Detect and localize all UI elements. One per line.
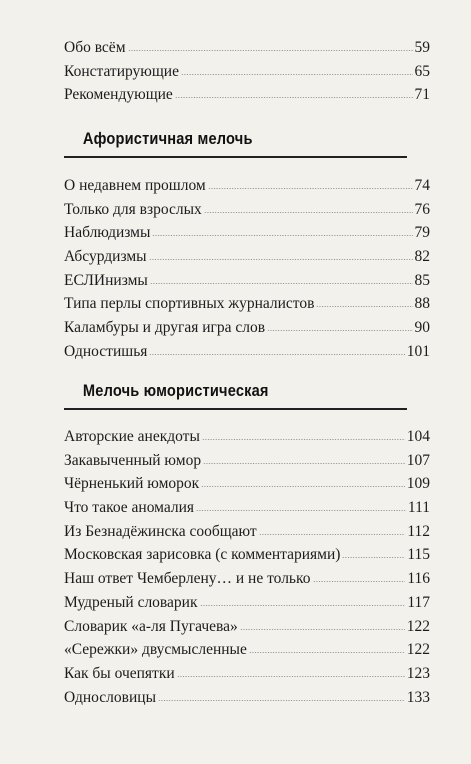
toc-entry[interactable] — [64, 83, 430, 107]
toc-entry-page: 82 — [414, 248, 430, 266]
toc-entry-title: Констатирующие — [64, 62, 179, 80]
toc-entry[interactable] — [64, 292, 430, 316]
dot-leader — [201, 486, 405, 487]
toc-entry-page: 111 — [407, 499, 430, 517]
dot-leader — [175, 97, 413, 98]
toc-entry-title: Из Безнадёжинска сообщают — [64, 522, 257, 540]
toc-entry[interactable] — [64, 316, 430, 340]
toc-entry-title: Каламбуры и другая игра слов — [64, 319, 266, 337]
toc-entry-title: Рекомендующие — [64, 86, 173, 104]
dot-leader — [177, 676, 405, 677]
toc-entry[interactable] — [64, 686, 430, 710]
toc-entry-title: Мудреный словарик — [64, 593, 198, 611]
toc-entry-title: Московская зарисовка (с комментариями) — [64, 546, 341, 564]
toc-entry-title: Только для взрослых — [64, 200, 202, 218]
dot-leader — [313, 581, 406, 582]
toc-entry-title: Одностишья — [64, 342, 148, 360]
toc-entry[interactable] — [64, 496, 430, 520]
toc-entry-title: Абсурдизмы — [64, 248, 147, 266]
toc-entry-page: 122 — [406, 641, 430, 659]
dot-leader — [149, 354, 404, 355]
toc-entry-page: 59 — [414, 39, 430, 56]
dot-leader — [249, 652, 405, 653]
toc-entry-title: «Сережки» двусмысленные — [64, 641, 247, 659]
dot-leader — [267, 330, 412, 331]
toc-entry-title: Что такое аномалия — [64, 499, 195, 517]
dot-leader — [200, 605, 406, 606]
toc-entry-title: Наш ответ Чемберлену… и не только — [64, 570, 311, 588]
toc-entry[interactable] — [64, 472, 430, 496]
toc-entry[interactable] — [64, 221, 430, 245]
toc-entry[interactable] — [64, 36, 430, 60]
dot-leader — [204, 212, 413, 213]
toc-entry-page: 123 — [406, 664, 430, 682]
toc-entry-page: 116 — [407, 570, 430, 588]
toc-entry[interactable] — [64, 543, 430, 567]
dot-leader — [342, 557, 405, 558]
dot-leader — [203, 463, 405, 464]
toc-entry[interactable] — [64, 567, 430, 591]
toc-entry[interactable] — [64, 245, 430, 269]
toc-entry-title: Закавыченный юмор — [64, 451, 202, 469]
toc-entry-page: 101 — [406, 342, 430, 360]
section-title: Афористичная мелочь — [82, 129, 253, 148]
toc-entry[interactable] — [64, 340, 430, 364]
toc-entry[interactable] — [64, 269, 430, 293]
toc-list-continued — [64, 36, 430, 107]
section-title: Мелочь юмористическая — [82, 381, 269, 400]
toc-entry-page: 90 — [414, 319, 430, 337]
toc-entry-page: 104 — [406, 428, 430, 445]
toc-entry[interactable] — [64, 425, 430, 449]
toc-entry-title: Наблюдизмы — [64, 224, 151, 242]
dot-leader — [259, 534, 406, 535]
dot-leader — [149, 259, 413, 260]
dot-leader — [208, 188, 413, 189]
dot-leader — [240, 629, 405, 630]
toc-entry-page: 74 — [414, 177, 430, 194]
toc-entry-title: Типа перлы спортивных журналистов — [64, 295, 315, 313]
toc-entry-page: 109 — [406, 475, 430, 493]
toc-entry-title: Авторские анекдоты — [64, 428, 200, 445]
toc-entry-title: Однословицы — [64, 688, 156, 706]
toc-entry-page: 65 — [414, 62, 430, 80]
dot-leader — [196, 510, 406, 511]
section-divider — [64, 408, 407, 410]
toc-entry[interactable] — [64, 591, 430, 615]
dot-leader — [316, 306, 412, 307]
toc-entry[interactable] — [64, 198, 430, 222]
section-heading-humorous — [64, 380, 407, 410]
toc-entry-title: Чёрненький юморок — [64, 475, 200, 493]
toc-entry-page: 112 — [407, 522, 430, 540]
toc-entry-page: 133 — [406, 688, 430, 706]
toc-list-aphoristic — [64, 174, 430, 364]
toc-entry-title: О недавнем прошлом — [64, 177, 206, 194]
toc-entry[interactable] — [64, 520, 430, 544]
toc-entry-page: 88 — [414, 295, 430, 313]
toc-entry-page: 117 — [407, 593, 430, 611]
toc-entry[interactable] — [64, 449, 430, 473]
toc-entry[interactable] — [64, 615, 430, 639]
dot-leader — [150, 283, 413, 284]
dot-leader — [152, 235, 412, 236]
toc-entry-title: Словарик «а-ля Пугачева» — [64, 617, 238, 635]
toc-entry-page: 85 — [414, 271, 430, 289]
toc-entry-page: 107 — [406, 451, 430, 469]
toc-entry[interactable] — [64, 174, 430, 198]
toc-entry-title: Как бы очепятки — [64, 664, 175, 682]
section-heading-aphoristic — [64, 128, 407, 158]
dot-leader — [202, 439, 405, 440]
dot-leader — [181, 74, 413, 75]
toc-entry-page: 122 — [406, 617, 430, 635]
dot-leader — [158, 700, 405, 701]
toc-entry[interactable] — [64, 638, 430, 662]
section-divider — [64, 156, 407, 158]
dot-leader — [128, 50, 413, 51]
toc-entry-page: 79 — [414, 224, 430, 242]
toc-entry-page: 115 — [407, 546, 430, 564]
toc-entry[interactable] — [64, 60, 430, 84]
toc-entry-page: 76 — [414, 200, 430, 218]
toc-entry-page: 71 — [414, 86, 430, 104]
toc-list-humorous — [64, 425, 430, 709]
toc-entry[interactable] — [64, 662, 430, 686]
toc-entry-title: ЕСЛИнизмы — [64, 271, 148, 289]
toc-entry-title: Обо всём — [64, 39, 126, 56]
